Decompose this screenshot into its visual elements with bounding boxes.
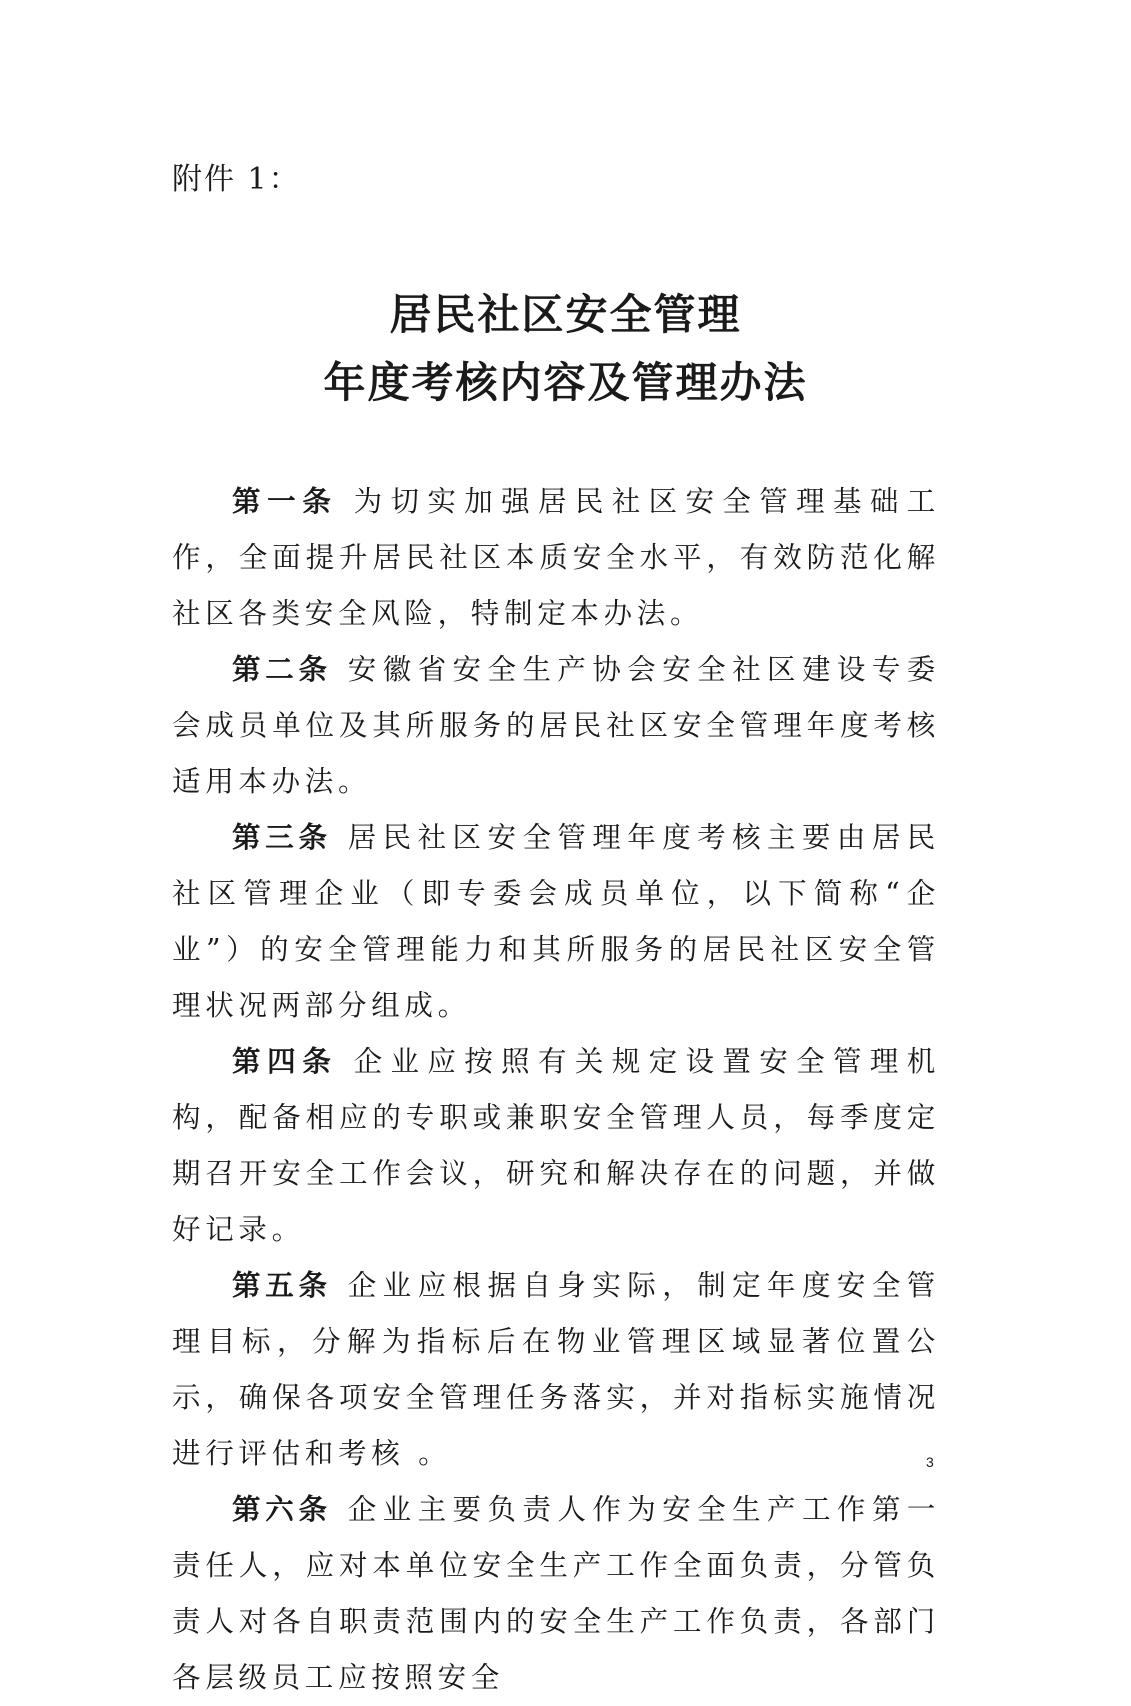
article-3 [172, 810, 940, 1034]
document-title-line-1: 居民社区安全管理 [389, 290, 742, 339]
article-text: 企业应按照有关规定设置安全管理机构，配备相应的专职或兼职安全管理人员，每季度定期召开安全工作会议，研究和解决存在的问题，并做好记录。 [172, 1045, 940, 1246]
article-text: 居民社区安全管理年度考核主要由居民社区管理企业（即专委会成员单位，以下简称“企业”）的安全管理能力和其所服务的居民社区安全管理状况两部分组成。 [172, 821, 940, 1022]
article-1 [172, 474, 940, 642]
page-number: 3 [926, 1454, 934, 1470]
article-number: 第五条 [232, 1269, 332, 1302]
document-title-line-2: 年度考核内容及管理办法 [323, 358, 808, 407]
article-text: 安徽省安全生产协会安全社区建设专委会成员单位及其所服务的居民社区安全管理年度考核适用本办法。 [172, 653, 940, 798]
document-body [172, 474, 940, 1706]
article-5 [172, 1258, 940, 1482]
article-2 [172, 642, 940, 810]
article-4 [172, 1034, 940, 1258]
article-text: 企业应根据自身实际，制定年度安全管理目标，分解为指标后在物业管理区域显著位置公示，确保各项安全管理任务落实，并对指标实施情况进行评估和考核 。 [172, 1269, 940, 1470]
article-6 [172, 1482, 940, 1706]
attachment-label: 附件 1： [172, 162, 301, 197]
article-text: 为切实加强居民社区安全管理基础工作，全面提升居民社区本质安全水平，有效防范化解社区各类安全风险，特制定本办法。 [172, 485, 940, 630]
article-number: 第六条 [232, 1493, 332, 1526]
article-text: 企业主要负责人作为安全生产工作第一责任人，应对本单位安全生产工作全面负责，分管负责人对各自职责范围内的安全生产工作负责，各部门各层级员工应按照安全 [172, 1493, 940, 1694]
article-number: 第一条 [232, 485, 338, 518]
article-number: 第四条 [232, 1045, 338, 1078]
article-number: 第二条 [232, 653, 332, 686]
article-number: 第三条 [232, 821, 332, 854]
